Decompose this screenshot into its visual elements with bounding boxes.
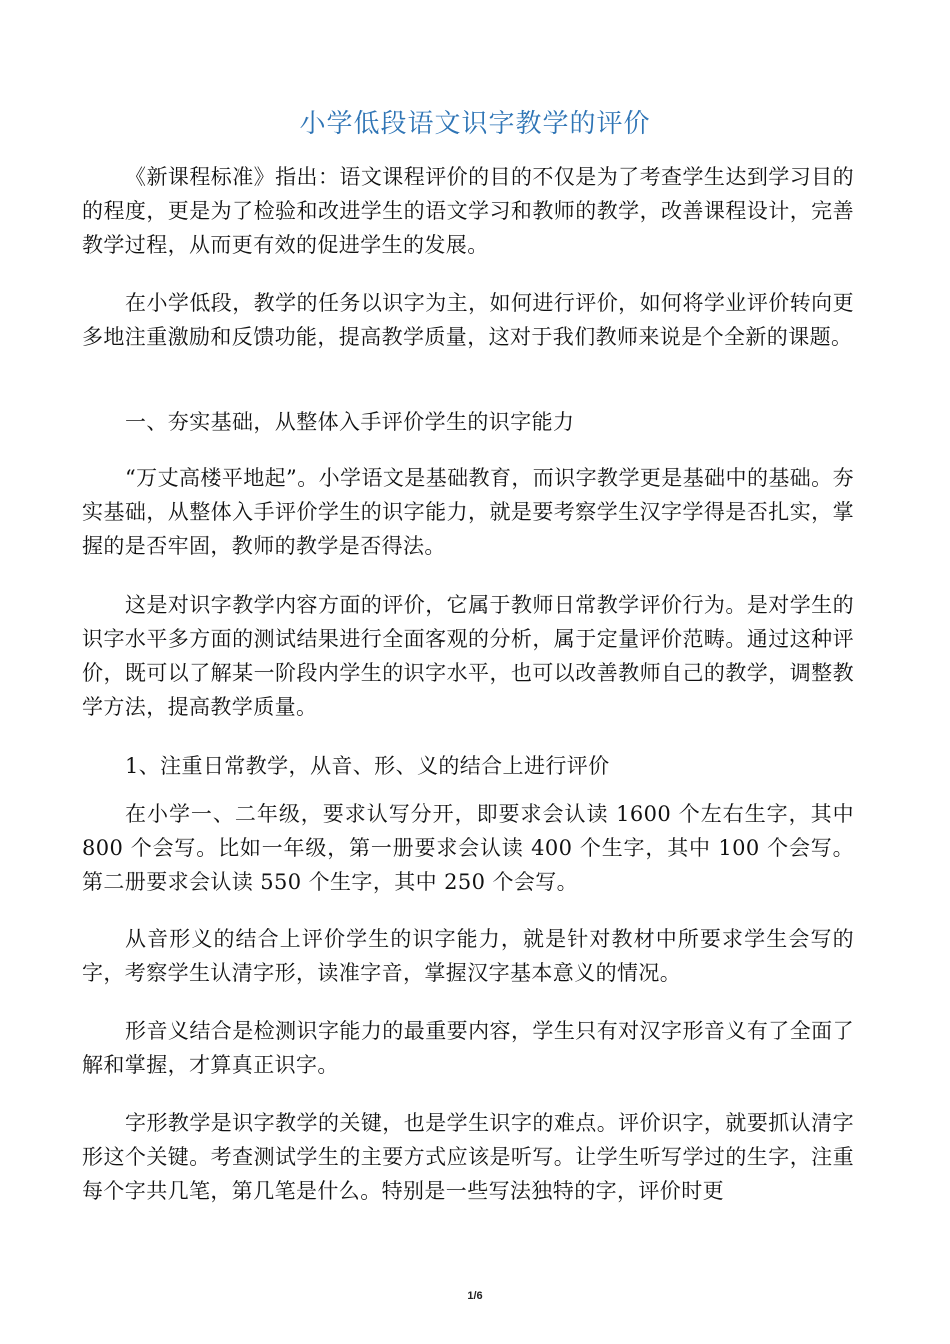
document-title: 小学低段语文识字教学的评价	[299, 109, 651, 139]
section-heading-1: 一、夯实基础，从整体入手评价学生的识字能力	[125, 410, 575, 434]
paragraph-integration: 形音义结合是检测识字能力的最重要内容，学生只有对汉字形音义有了全面了解和掌握，才算真正识字。	[82, 1019, 854, 1077]
paragraph-sound-form-meaning: 从音形义的结合上评价学生的识字能力，就是针对教材中所要求学生会写的字，考察学生认清字形，读准字音，掌握汉字基本意义的情况。	[82, 927, 854, 985]
page-number: 1/6	[467, 1290, 483, 1302]
paragraph-content-evaluation: 这是对识字教学内容方面的评价，它属于教师日常教学评价行为。是对学生的识字水平多方面的测试结果进行全面客观的分析，属于定量评价范畴。通过这种评价，既可以了解某一阶段内学生的识字水平，也可以改善教师自己的教学，调整教学方法，提高教学质量。	[82, 593, 854, 719]
paragraph-character-form: 字形教学是识字教学的关键，也是学生识字的难点。评价识字，就要抓认清字形这个关键。考查测试学生的主要方式应该是听写。让学生听写学过的生字，注重每个字共几笔，第几笔是什么。特别是一些写法独特的字，评价时更	[82, 1111, 854, 1203]
paragraph-intro: 《新课程标准》指出：语文课程评价的目的不仅是为了考查学生达到学习目的的程度，更是为了检验和改进学生的语文学习和教师的教学，改善课程设计，完善教学过程，从而更有效的促进学生的发展。	[82, 165, 854, 257]
paragraph-task: 在小学低段，教学的任务以识字为主，如何进行评价，如何将学业评价转向更多地注重激励和反馈功能，提高教学质量，这对于我们教师来说是个全新的课题。	[82, 291, 854, 349]
paragraph-foundation: “万丈高楼平地起”。小学语文是基础教育，而识字教学更是基础中的基础。夯实基础，从整体入手评价学生的识字能力，就是要考察学生汉字学得是否扎实，掌握的是否牢固，教师的教学是否得法。	[82, 466, 854, 558]
paragraph-grade-requirements: 在小学一、二年级，要求认写分开，即要求会认读 1600 个左右生字，其中 800 个会写。比如一年级，第一册要求会认读 400 个生字，其中 100 个会写。第二册要求会认读 550 个生字，其中 250 个会写。	[82, 802, 854, 894]
subsection-heading-1: 1、注重日常教学，从音、形、义的结合上进行评价	[125, 754, 610, 778]
